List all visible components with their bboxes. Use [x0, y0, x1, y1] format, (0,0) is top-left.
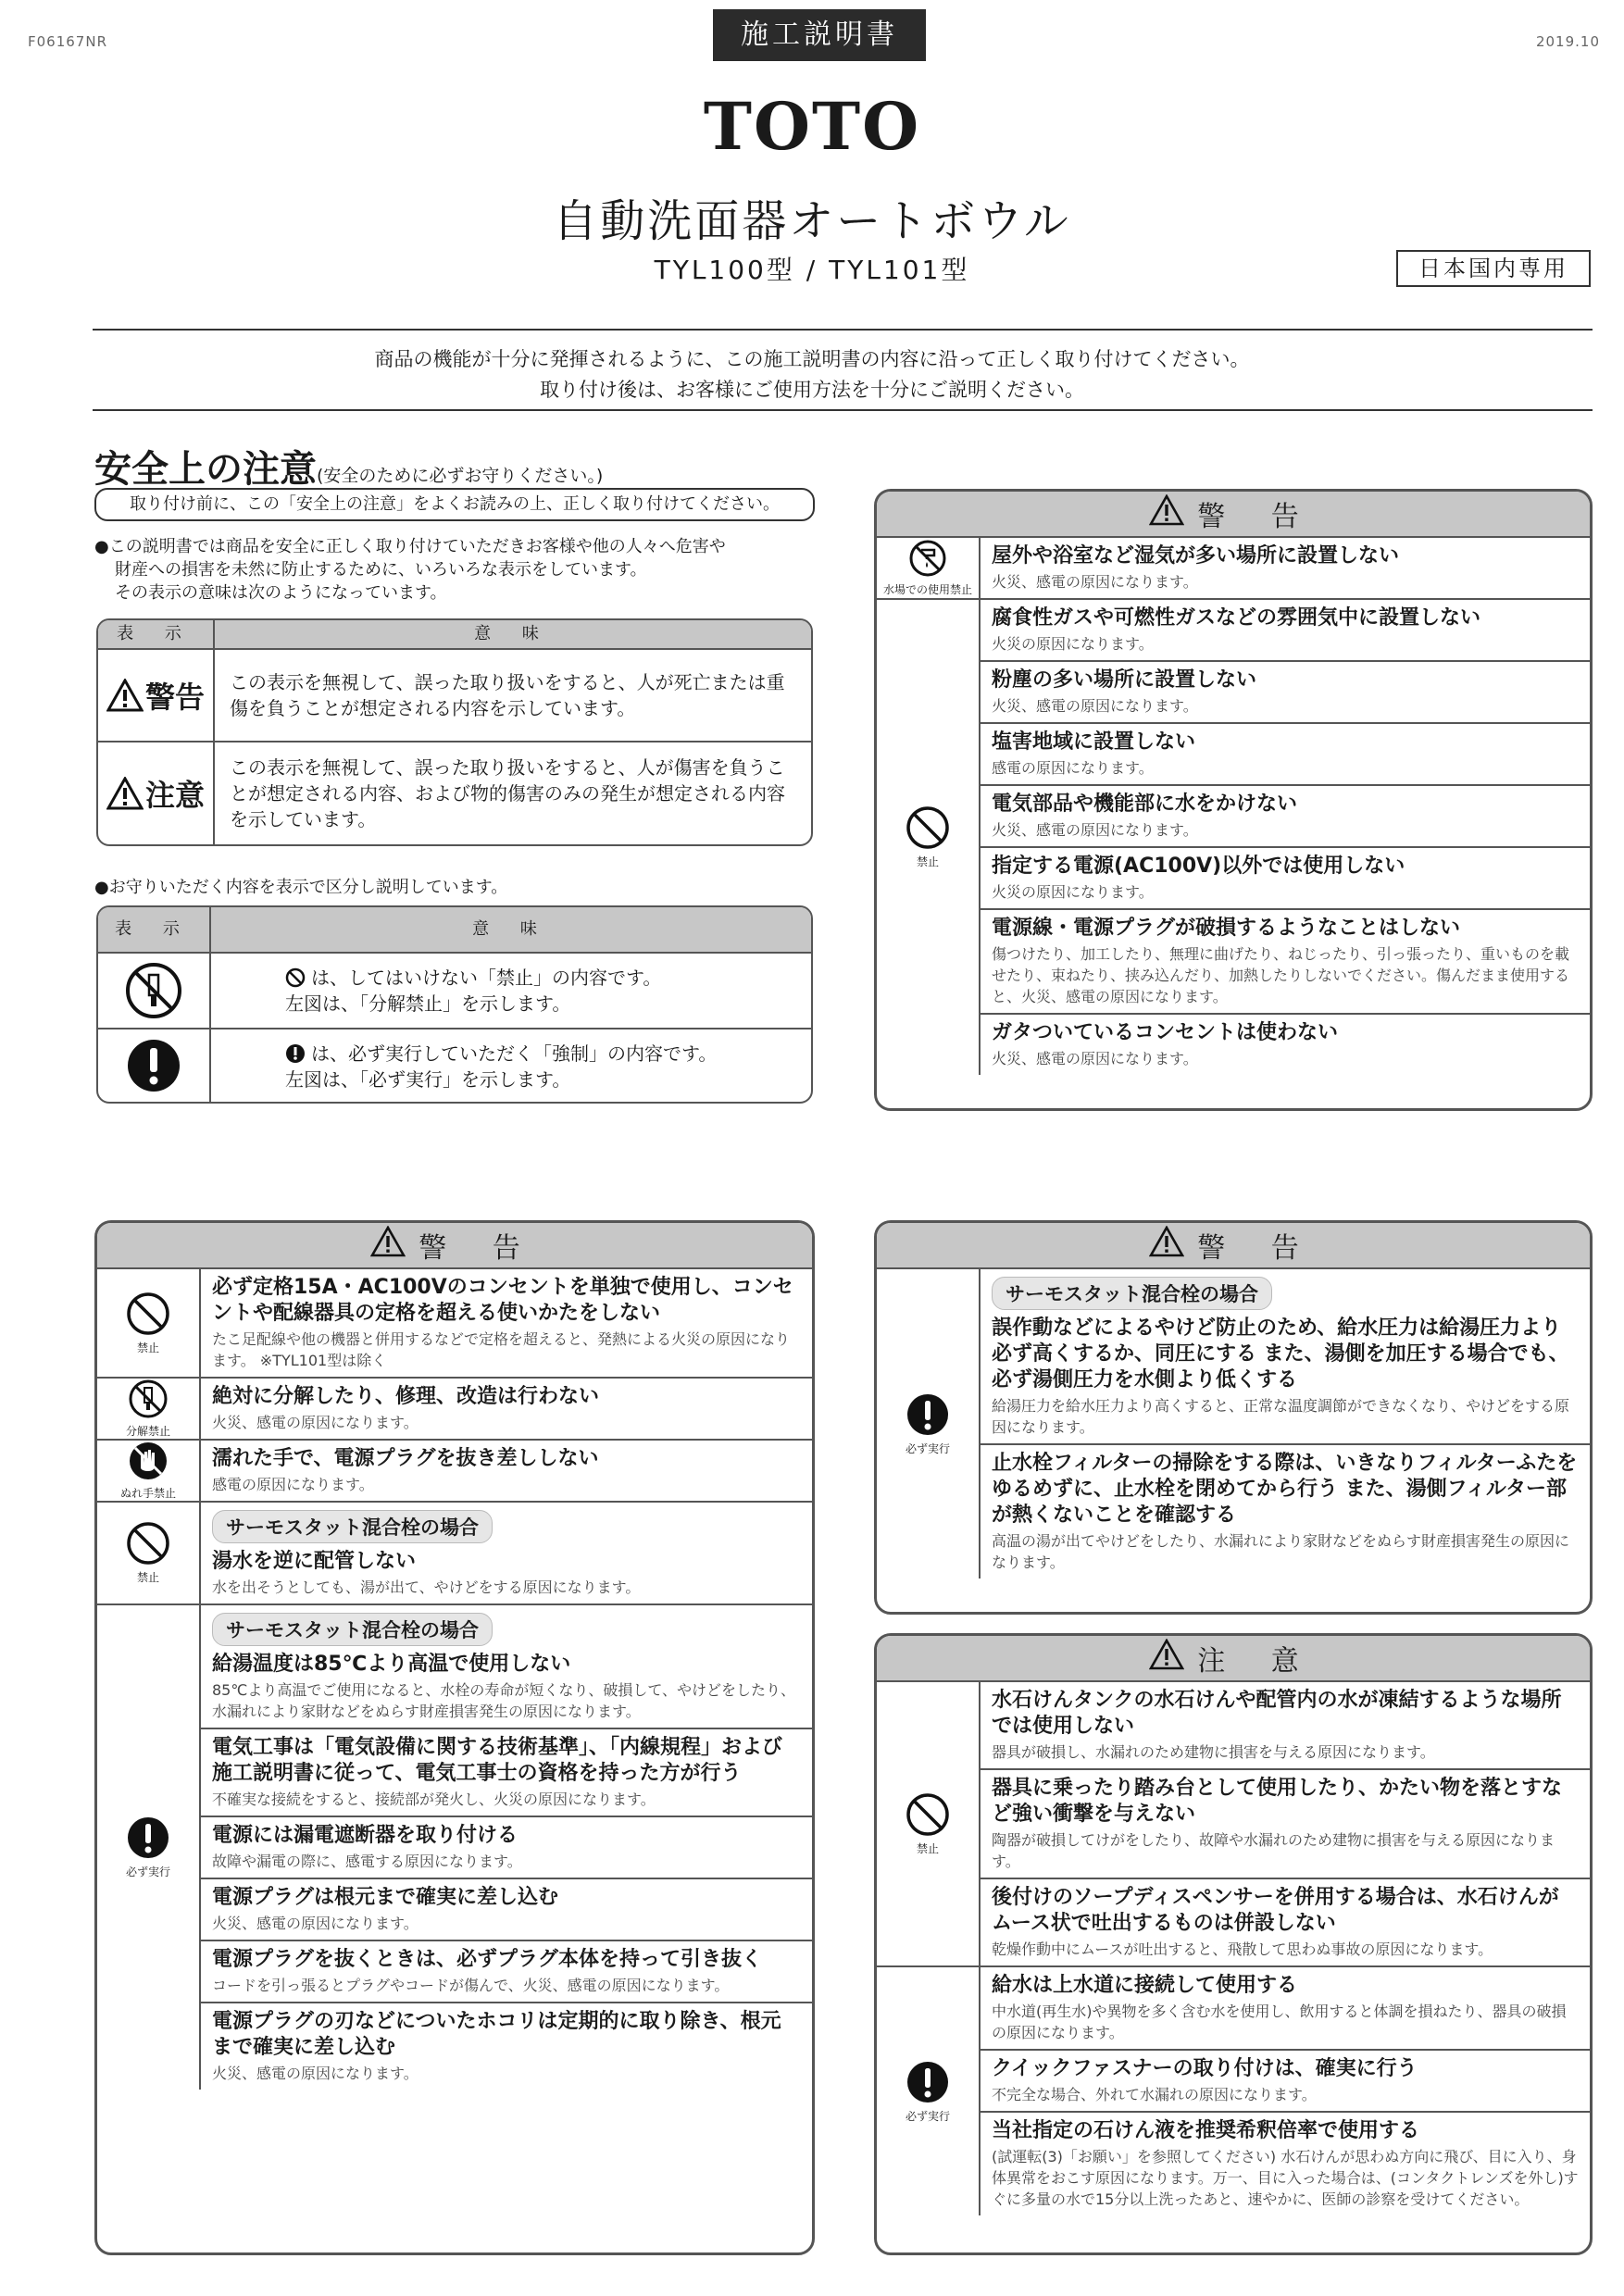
- divider: [93, 409, 1593, 411]
- panel-header: [877, 492, 1590, 538]
- col-display: 表 示: [98, 907, 211, 952]
- rule-title: 塩害地域に設置しない: [992, 730, 1196, 754]
- warning-triangle-icon: [106, 777, 144, 810]
- rule-item: [981, 1967, 1590, 2049]
- group-icon-cell: [877, 538, 981, 598]
- symbol-cell: [98, 954, 211, 1028]
- rule-title: 指定する電源(AC100V)以外では使用しない: [992, 855, 1405, 878]
- rule-title: 粉塵の多い場所に設置しない: [992, 668, 1257, 692]
- group-icon-cell: [97, 1379, 201, 1439]
- rule-group: [97, 1501, 812, 1603]
- rule-description: 給湯圧力を給水圧力より高くすると、正常な温度調節ができなくなり、やけどをする原因になります。: [992, 1397, 1570, 1436]
- meaning-text: [211, 1029, 811, 1102]
- rule-item: [201, 1441, 812, 1501]
- rule-group: [877, 1965, 1590, 2215]
- signal-cell: [98, 742, 215, 844]
- rule-items: [201, 1269, 812, 1377]
- rule-item: [981, 2111, 1590, 2215]
- table-row: [98, 1028, 811, 1102]
- table-row: [98, 954, 811, 1028]
- group-icon-cell: [877, 1967, 981, 2215]
- rule-item: [981, 1878, 1590, 1965]
- condition-tag: サーモスタット混合栓の場合: [212, 1613, 493, 1646]
- safety-notice: 取り付け前に、この「安全上の注意」をよくお読みの上、正しく取り付けてください。: [94, 488, 815, 521]
- rule-title: 給水は上水道に接続して使用する: [992, 1974, 1298, 1997]
- signal-cell: [98, 650, 215, 741]
- mandatory-icon: [126, 1816, 170, 1860]
- rule-group: [97, 1439, 812, 1501]
- disassembly-prohibited-icon: [125, 962, 182, 1019]
- document-code: F06167NR: [28, 33, 107, 50]
- document-type-label: 施工説明書: [713, 9, 926, 61]
- rule-description: 火災、感電の原因になります。: [992, 1050, 1198, 1067]
- rule-title: 腐食性ガスや可燃性ガスなどの雰囲気中に設置しない: [992, 606, 1481, 630]
- warning-triangle-icon: [1149, 1639, 1184, 1678]
- rule-item: [201, 1728, 812, 1816]
- panel-title: 注 意: [1197, 1645, 1318, 1678]
- rule-description: 水を出そうとしても、湯が出て、やけどをする原因になります。: [212, 1578, 641, 1596]
- rule-description: 陶器が破損してけがをしたり、故障や水漏れのため建物に損害を与える原因になります。: [992, 1831, 1555, 1870]
- rule-title: 誤作動などによるやけど防止のため、給水圧力は給湯圧力より必ず高くするか、同圧にする また、湯側を加圧する場合でも、必ず湯側圧力を水側より低くする: [992, 1316, 1569, 1391]
- product-model: TYL100型 / TYL101型: [654, 255, 970, 285]
- icon-label: 水場での使用禁止: [882, 583, 972, 596]
- rule-description: 火災の原因になります。: [992, 883, 1154, 901]
- rule-description: たこ足配線や他の機器と併用するなどで定格を超えると、発熱による火災の原因になります。 ※TYL101型は除く: [212, 1330, 791, 1369]
- rule-item: [201, 1940, 812, 2002]
- rule-title: 水石けんタンクの水石けんや配管内の水が凍結するような場所では使用しない: [992, 1689, 1562, 1738]
- col-display: 表 示: [98, 620, 215, 648]
- panel-body: [877, 1682, 1590, 2215]
- panel-title: 警 告: [1197, 1232, 1318, 1265]
- icon-label: 禁止: [916, 855, 939, 868]
- rule-title: 電源プラグを抜くときは、必ずプラグ本体を持って引き抜く: [212, 1948, 763, 1971]
- rule-group: [877, 598, 1590, 1075]
- caution-word: 注意: [144, 778, 205, 813]
- rule-item: [981, 1269, 1590, 1443]
- table-row: [98, 741, 811, 844]
- meaning-text: [211, 954, 811, 1028]
- panel-header: [97, 1223, 812, 1269]
- rule-description: 感電の原因になります。: [992, 759, 1154, 777]
- mandatory-icon: [125, 1037, 182, 1094]
- brand-logo: TOTO: [703, 88, 921, 165]
- rule-description: 火災の原因になります。: [992, 635, 1154, 653]
- rule-title: クイックファスナーの取り付けは、確実に行う: [992, 2057, 1418, 2080]
- rule-description: 火災、感電の原因になります。: [212, 1915, 418, 1932]
- rule-title: 後付けのソープディスペンサーを併用する場合は、水石けんがムース状で吐出するものは併設しない: [992, 1886, 1559, 1935]
- rule-item: [981, 722, 1590, 784]
- group-icon-cell: [97, 1269, 201, 1377]
- rule-title: 電源プラグの刃などについたホコリは定期的に取り除き、根元まで確実に差し込む: [212, 2010, 781, 2059]
- rule-items: [981, 538, 1590, 598]
- rule-description: 火災、感電の原因になります。: [992, 573, 1198, 591]
- warning-label: [106, 674, 205, 717]
- safety-heading-text: 安全上の注意: [94, 448, 317, 491]
- intro-line: 取り付け後は、お客様にご使用方法を十分にご説明ください。: [540, 379, 1084, 401]
- rule-title: 濡れた手で、電源プラグを抜き差ししない: [212, 1447, 599, 1470]
- meaning-text: この表示を無視して、誤った取り扱いをすると、人が傷害を負うことが想定される内容、および物的傷害のみの発生が想定される内容を示しています。: [230, 756, 785, 830]
- wet-hands-prohibited-icon: [128, 1441, 169, 1481]
- rule-description: 高温の湯が出てやけどをしたり、水漏れにより家財などをぬらす財産損害発生の原因になります。: [992, 1532, 1570, 1571]
- warning-panel-1: [874, 489, 1593, 1111]
- rule-item: [981, 2049, 1590, 2111]
- rule-items: [981, 1967, 1590, 2215]
- rule-description: コードを引っ張るとプラグやコードが傷んで、火災、感電の原因になります。: [212, 1977, 730, 1994]
- rule-description: 傷つけたり、加工したり、無理に曲げたり、ねじったり、引っ張ったり、重いものを載せたり、束ねたり、挟み込んだり、加熱したりしないでください。傷んだまま使用すると、火災、感電の原因になります。: [992, 945, 1570, 1005]
- bullet-line: 財産への損害を未然に防止するために、いろいろな表示をしています。: [115, 560, 647, 580]
- group-icon-cell: [97, 1605, 201, 2090]
- rule-items: [981, 600, 1590, 1075]
- group-icon-cell: [877, 1269, 981, 1578]
- rule-title: 器具に乗ったり踏み台として使用したり、かたい物を落とすなど強い衝撃を与えない: [992, 1777, 1563, 1826]
- rule-item: [981, 660, 1590, 722]
- prohibited-icon: [906, 1792, 950, 1837]
- rule-item: [981, 538, 1590, 598]
- safety-heading: [94, 440, 603, 493]
- rule-description: 火災、感電の原因になります。: [212, 1414, 418, 1431]
- symbol-cell: [98, 1029, 211, 1102]
- rule-description: 故障や漏電の際に、感電する原因になります。: [212, 1853, 522, 1870]
- rule-title: 絶対に分解したり、修理、改造は行わない: [212, 1385, 600, 1408]
- divider: [93, 329, 1593, 331]
- symbol-table: [96, 905, 813, 1104]
- mandatory-icon: [906, 2060, 950, 2104]
- rule-item: [981, 1443, 1590, 1578]
- table-header: [98, 620, 811, 650]
- col-meaning: 意 味: [474, 624, 552, 643]
- warning-panel-2: [94, 1220, 815, 2255]
- rule-title: 電源線・電源プラグが破損するようなことはしない: [992, 917, 1461, 940]
- product-title: 自動洗面器オートボウル: [553, 195, 1071, 247]
- safety-bullet: ●お守りいただく内容を表示で区分し説明しています。: [94, 878, 508, 897]
- rule-title: 屋外や浴室など湿気が多い場所に設置しない: [992, 544, 1400, 568]
- mandatory-icon: [285, 1043, 306, 1064]
- rule-title: 電気部品や機能部に水をかけない: [992, 792, 1298, 816]
- mandatory-icon: [906, 1392, 950, 1437]
- panel-header: [877, 1223, 1590, 1269]
- intro-text: [0, 344, 1624, 406]
- safety-bullet: [94, 535, 726, 605]
- prohibited-icon: [126, 1521, 170, 1566]
- icon-label: 禁止: [136, 1341, 159, 1354]
- panel-header: [877, 1636, 1590, 1682]
- icon-label: 禁止: [136, 1571, 159, 1584]
- rule-items: [201, 1503, 812, 1603]
- rule-description: 火災、感電の原因になります。: [992, 697, 1198, 715]
- rule-description: 火災、感電の原因になります。: [212, 2065, 418, 2082]
- rule-title: 電源には漏電遮断器を取り付ける: [212, 1824, 518, 1847]
- rule-description: 乾燥作動中にムースが吐出すると、飛散して思わぬ事故の原因になります。: [992, 1940, 1493, 1958]
- panel-body: [877, 538, 1590, 1075]
- rule-description: 中水道(再生水)や異物を多く含む水を使用し、飲用すると体調を損ねたり、器具の破損の原因になります。: [992, 2003, 1567, 2041]
- meaning-text: この表示を無視して、誤った取り扱いをすると、人が死亡または重傷を負うことが想定される内容を示しています。: [230, 671, 785, 719]
- rule-item: [201, 1503, 812, 1603]
- rule-title: 必ず定格15A・AC100Vのコンセントを単独で使用し、コンセントや配線器具の定格を超える使いかたをしない: [212, 1276, 793, 1325]
- rule-item: [981, 1013, 1590, 1075]
- warning-triangle-icon: [1149, 1226, 1184, 1265]
- panel-body: [97, 1269, 812, 2090]
- rule-items: [201, 1441, 812, 1501]
- rule-title: ガタついているコンセントは使わない: [992, 1021, 1339, 1044]
- meaning-line: は、してはいけない「禁止」の内容です。: [311, 967, 662, 989]
- rule-item: [201, 1605, 812, 1728]
- no-water-icon: [908, 539, 947, 578]
- warning-triangle-icon: [106, 679, 144, 712]
- rule-group: [877, 1269, 1590, 1578]
- intro-line: 商品の機能が十分に発揮されるように、この施工説明書の内容に沿って正しく取り付けてください。: [374, 348, 1250, 370]
- group-icon-cell: [877, 1682, 981, 1965]
- rule-title: 給湯温度は85℃より高温で使用しない: [212, 1653, 571, 1676]
- icon-label: 禁止: [916, 1841, 939, 1855]
- group-icon-cell: [97, 1503, 201, 1603]
- rule-items: [201, 1379, 812, 1439]
- rule-title: 当社指定の石けん液を推奨希釈倍率で使用する: [992, 2119, 1420, 2142]
- warning-triangle-icon: [1149, 494, 1184, 533]
- prohibited-icon: [285, 967, 306, 988]
- rule-description: 85℃より高温でご使用になると、水栓の寿命が短くなり、破損して、やけどをしたり、水漏れにより家財などをぬらす財産損害発生の原因になります。: [212, 1681, 796, 1720]
- disassembly-prohibited-icon: [128, 1379, 169, 1419]
- col-meaning: 意 味: [472, 919, 550, 939]
- icon-label: 必ず実行: [905, 2109, 950, 2123]
- prohibited-icon: [906, 805, 950, 850]
- rule-item: [981, 908, 1590, 1013]
- group-icon-cell: [97, 1441, 201, 1501]
- safety-heading-note: (安全のために必ずお守りください。): [317, 466, 604, 486]
- warning-panel-3: [874, 1220, 1593, 1615]
- caution-label: [106, 772, 205, 815]
- rule-description: 不確実な接続をすると、接続部が発火し、火災の原因になります。: [212, 1791, 656, 1808]
- rule-group: [97, 1377, 812, 1439]
- bullet-line: その表示の意味は次のようになっています。: [115, 583, 447, 603]
- bullet-line: ●この説明書では商品を安全に正しく取り付けていただきお客様や他の人々へ危害や: [94, 537, 726, 556]
- rule-group: [877, 538, 1590, 598]
- rule-title: 止水栓フィルターの掃除をする際は、いきなりフィルターふたをゆるめずに、止水栓を閉めてから行う また、湯側フィルター部が熱くないことを確認する: [992, 1452, 1578, 1527]
- rule-description: 感電の原因になります。: [212, 1476, 374, 1493]
- rule-title: 湯水を逆に配管しない: [212, 1550, 417, 1573]
- rule-item: [981, 784, 1590, 846]
- group-icon-cell: [877, 600, 981, 1075]
- rule-title: 電気工事は「電気設備に関する技術基準」、「内線規程」および施工説明書に従って、電気工事士の資格を持った方が行う: [212, 1736, 783, 1785]
- caution-panel: [874, 1633, 1593, 2255]
- meaning-line: 左図は、「分解禁止」を示します。: [285, 992, 571, 1015]
- meaning-line: 左図は、「必ず実行」を示します。: [285, 1068, 571, 1091]
- rule-description: 不完全な場合、外れて水漏れの原因になります。: [992, 2086, 1317, 2103]
- rule-group: [97, 1269, 812, 1377]
- meaning-line: は、必ず実行していただく「強制」の内容です。: [311, 1042, 718, 1065]
- table-header: [98, 907, 811, 954]
- panel-title: 警 告: [1197, 501, 1318, 533]
- icon-label: 必ず実行: [125, 1866, 170, 1878]
- table-row: [98, 650, 811, 741]
- icon-label: 必ず実行: [905, 1441, 950, 1455]
- rule-item: [201, 1816, 812, 1878]
- rule-item: [981, 600, 1590, 660]
- condition-tag: サーモスタット混合栓の場合: [212, 1510, 493, 1543]
- rule-item: [201, 1379, 812, 1439]
- domestic-use-badge: 日本国内専用: [1396, 250, 1591, 287]
- prohibited-icon: [126, 1292, 170, 1336]
- rule-item: [981, 846, 1590, 908]
- condition-tag: サーモスタット混合栓の場合: [992, 1277, 1272, 1310]
- rule-item: [981, 1768, 1590, 1878]
- panel-title: 警 告: [418, 1232, 539, 1265]
- warning-triangle-icon: [370, 1226, 406, 1265]
- rule-group: [97, 1603, 812, 2090]
- rule-items: [201, 1605, 812, 2090]
- rule-items: [981, 1269, 1590, 1578]
- rule-item: [201, 1878, 812, 1940]
- rule-item: [981, 1682, 1590, 1768]
- rule-description: 器具が破損し、水漏れのため建物に損害を与える原因になります。: [992, 1743, 1435, 1761]
- panel-body: [877, 1269, 1590, 1578]
- rule-items: [981, 1682, 1590, 1965]
- warning-word: 警告: [144, 680, 205, 715]
- document-date: 2019.10: [1535, 33, 1600, 50]
- rule-item: [201, 1269, 812, 1377]
- icon-label: 分解禁止: [125, 1425, 170, 1438]
- rule-title: 電源プラグは根元まで確実に差し込む: [212, 1886, 559, 1909]
- rule-description: 火災、感電の原因になります。: [992, 821, 1198, 839]
- rule-item: [201, 2002, 812, 2090]
- rule-group: [877, 1682, 1590, 1965]
- icon-label: ぬれ手禁止: [119, 1487, 176, 1500]
- rule-description: (試運転(3)「お願い」を参照してください) 水石けんが思わぬ方向に飛び、目に入り、身体異常をおこす原因になります。万一、目に入った場合は、(コンタクトレンズを外し)すぐに多量の水で15分以上洗ったあと、速やかに、医師の診察を受けてください。: [992, 2148, 1579, 2208]
- signal-word-table: [96, 618, 813, 846]
